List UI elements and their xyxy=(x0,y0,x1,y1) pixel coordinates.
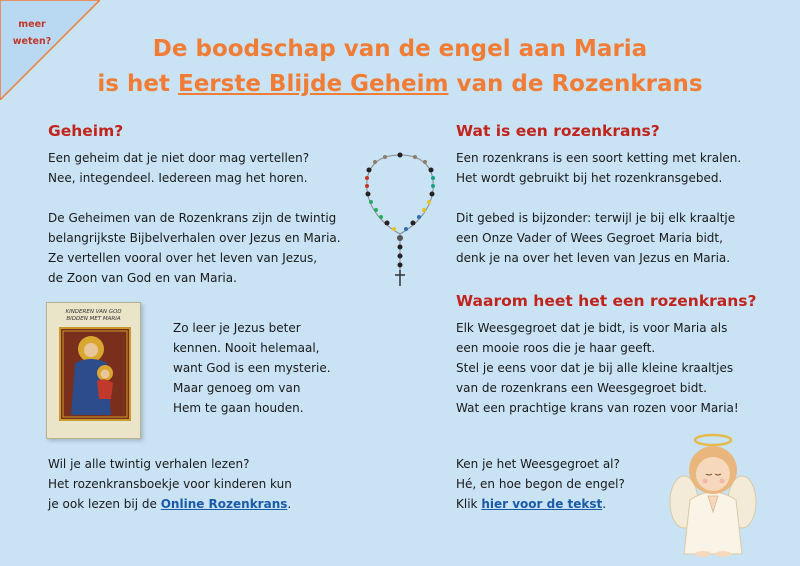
paragraph-geheim-1: Een geheim dat je niet door mag vertellen? Nee, integendeel. Iedereen mag het horen. xyxy=(48,151,310,185)
paragraph-waarom: Elk Weesgegroet dat je bidt, is voor Maria als een mooie roos die je haar geeft. Stel je eens voor dat je bij alle kleine kraaltjes van de rozenkrans een Weesgegroet bidt. Wat een prachtige krans van rozen voor Maria! xyxy=(456,321,739,415)
paragraph-jezus: Zo leer je Jezus beter kennen. Nooit helemaal, want God is een mysterie. Maar genoeg om van Hem te gaan houden. xyxy=(173,321,331,415)
paragraph-geheim-2: De Geheimen van de Rozenkrans zijn de twintig belangrijkste Bijbelverhalen over Jezus en Maria. Ze vertellen vooral over het leven van Jezus, de Zoon van God en van Maria. xyxy=(48,211,341,285)
paragraph-wat-is-2: Dit gebed is bijzonder: terwijl je bij elk kraaltje een Onze Vader of Wees Gegroet Maria bidt, denk je na over het leven van Jezus en Maria. xyxy=(456,211,736,265)
heading-geheim: Geheim? xyxy=(48,122,124,140)
tekst-link[interactable]: hier voor de tekst xyxy=(481,497,603,511)
heading-waarom: Waarom heet het een rozenkrans? xyxy=(456,292,757,310)
rosary-icon xyxy=(355,150,445,290)
rosary-booklet-image xyxy=(46,302,141,439)
booklet-title: KINDEREN VAN GOD BIDDEN MET MARIA xyxy=(65,309,122,322)
paragraph-wat-is-1: Een rozenkrans is een soort ketting met kralen. Het wordt gebruikt bij het rozenkransgebed. xyxy=(456,151,742,185)
madonna-icon xyxy=(59,327,131,421)
paragraph-online: Wil je alle twintig verhalen lezen? Het rozenkransboekje voor kinderen kun je ook lezen bij de Online Rozenkrans. xyxy=(48,457,292,511)
heading-wat-is: Wat is een rozenkrans? xyxy=(456,122,660,140)
paragraph-weesgegroet: Ken je het Weesgegroet al? Hé, en hoe begon de engel? Klik hier voor de tekst. xyxy=(456,457,625,511)
online-rozenkrans-link[interactable]: Online Rozenkrans xyxy=(160,497,288,511)
page-title: De boodschap van de engel aan Maria is het Eerste Blijde Geheim van de Rozenkrans xyxy=(97,36,703,97)
title-link[interactable]: Eerste Blijde Geheim xyxy=(177,71,449,97)
more-info-label[interactable]: meer weten? xyxy=(12,19,52,47)
angel-icon xyxy=(668,430,758,560)
